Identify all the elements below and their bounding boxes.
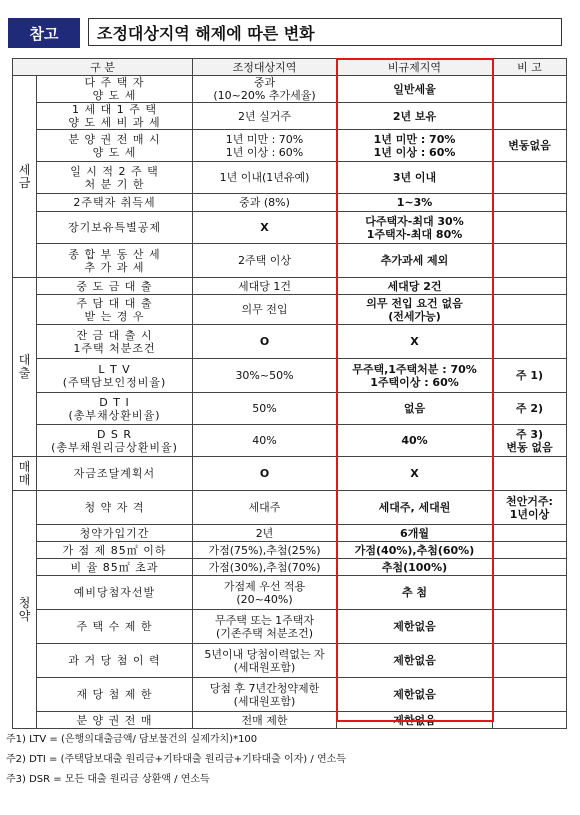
row-nonregulated: 제한없음 <box>337 644 493 678</box>
row-adjusted: 2주택 이상 <box>193 244 337 278</box>
row-adjusted: X <box>193 212 337 244</box>
row-nonregulated: 세대당 2건 <box>337 278 493 295</box>
table-row <box>13 457 567 491</box>
row-nonregulated: 무주택,1주택처분 : 70% 1주택이상 : 60% <box>337 359 493 393</box>
row-nonregulated: X <box>337 457 493 491</box>
row-item: 중 도 금 대 출 <box>37 278 193 295</box>
row-adjusted: 5년이내 당첨이력없는 자 (세대원포함) <box>193 644 337 678</box>
row-item: 1 세 대 1 주 택 양 도 세 비 과 세 <box>37 103 193 130</box>
row-adjusted: 1년 이내(1년유예) <box>193 162 337 194</box>
row-nonregulated: 추첨(100%) <box>337 559 493 576</box>
row-item: 청약가입기간 <box>37 525 193 542</box>
row-adjusted: 1년 미만 : 70% 1년 이상 : 60% <box>193 130 337 162</box>
row-adjusted: O <box>193 457 337 491</box>
col-header-category: 구 분 <box>13 59 193 76</box>
comparison-table <box>12 58 567 729</box>
table-row <box>13 295 567 325</box>
row-adjusted: 40% <box>193 425 337 457</box>
row-note <box>493 162 567 194</box>
table-header-row <box>13 59 567 76</box>
table-row <box>13 103 567 130</box>
row-item: 청 약 자 격 <box>37 491 193 525</box>
row-nonregulated: 추가과세 제외 <box>337 244 493 278</box>
row-adjusted: O <box>193 325 337 359</box>
row-note: 변동없음 <box>493 130 567 162</box>
table-row <box>13 130 567 162</box>
row-note <box>493 525 567 542</box>
row-nonregulated: 제한없음 <box>337 678 493 712</box>
row-item: 주 담 대 대 출 받 는 경 우 <box>37 295 193 325</box>
table-row <box>13 359 567 393</box>
table-row <box>13 678 567 712</box>
row-item: 예비당첨자선발 <box>37 576 193 610</box>
table-row <box>13 76 567 103</box>
row-item: 재 당 첨 제 한 <box>37 678 193 712</box>
row-note: 천안거주: 1년이상 <box>493 491 567 525</box>
row-note: 주 2) <box>493 393 567 425</box>
row-adjusted: 2년 <box>193 525 337 542</box>
row-nonregulated: 3년 이내 <box>337 162 493 194</box>
row-nonregulated: 추 첨 <box>337 576 493 610</box>
category-trade: 매 매 <box>13 457 37 491</box>
row-adjusted: 전매 제한 <box>193 712 337 729</box>
row-item: D S R (총부채원리금상환비율) <box>37 425 193 457</box>
row-nonregulated: 1년 미만 : 70% 1년 이상 : 60% <box>337 130 493 162</box>
category-subscription: 청 약 <box>13 491 37 729</box>
col-header-adjusted: 조정대상지역 <box>193 59 337 76</box>
row-item: D T I (총부채상환비율) <box>37 393 193 425</box>
table-row <box>13 425 567 457</box>
row-adjusted: 무주택 또는 1주택자 (기존주택 처분조건) <box>193 610 337 644</box>
table-row <box>13 212 567 244</box>
row-adjusted: 가점(75%),추첨(25%) <box>193 542 337 559</box>
table-row <box>13 162 567 194</box>
row-note <box>493 559 567 576</box>
table-row <box>13 610 567 644</box>
row-item: 잔 금 대 출 시 1주택 처분조건 <box>37 325 193 359</box>
row-note: 주 3) 변동 없음 <box>493 425 567 457</box>
table-row <box>13 393 567 425</box>
footnotes <box>6 730 346 790</box>
row-adjusted: 세대주 <box>193 491 337 525</box>
row-note <box>493 76 567 103</box>
footnote-ltv: 주1) LTV = (은행의대출금액/ 담보물건의 실제가치)*100 <box>6 734 258 745</box>
row-note: 주 1) <box>493 359 567 393</box>
row-note <box>493 194 567 212</box>
row-item: 분 양 권 전 매 시 양 도 세 <box>37 130 193 162</box>
row-item: 자금조달계획서 <box>37 457 193 491</box>
row-adjusted: 가점제 우선 적용 (20~40%) <box>193 576 337 610</box>
row-item: L T V (주택담보인정비율) <box>37 359 193 393</box>
row-adjusted: 당첨 후 7년간청약제한 (세대원포함) <box>193 678 337 712</box>
reference-badge: 참고 <box>8 18 80 48</box>
row-nonregulated: X <box>337 325 493 359</box>
row-adjusted: 50% <box>193 393 337 425</box>
row-item: 비 율 85㎡ 초과 <box>37 559 193 576</box>
row-adjusted: 의무 전입 <box>193 295 337 325</box>
row-adjusted: 중과 (8%) <box>193 194 337 212</box>
row-item: 가 점 제 85㎡ 이하 <box>37 542 193 559</box>
row-note <box>493 457 567 491</box>
row-note <box>493 244 567 278</box>
row-nonregulated: 제한없음 <box>337 712 493 729</box>
row-item: 2주택자 취득세 <box>37 194 193 212</box>
row-adjusted: 중과 (10~20% 추가세율) <box>193 76 337 103</box>
table-row <box>13 491 567 525</box>
table-row <box>13 542 567 559</box>
row-nonregulated: 없음 <box>337 393 493 425</box>
table-row <box>13 194 567 212</box>
row-adjusted: 세대당 1건 <box>193 278 337 295</box>
col-header-remarks: 비 고 <box>493 59 567 76</box>
table-row <box>13 712 567 729</box>
footnote-dsr: 주3) DSR = 모든 대출 원리금 상환액 / 연소득 <box>6 774 210 785</box>
row-item: 종 합 부 동 산 세 추 가 과 세 <box>37 244 193 278</box>
row-nonregulated: 다주택자-최대 30% 1주택자-최대 80% <box>337 212 493 244</box>
row-nonregulated: 제한없음 <box>337 610 493 644</box>
header <box>8 18 562 48</box>
page-title: 조정대상지역 해제에 따른 변화 <box>88 18 562 46</box>
row-nonregulated: 가점(40%),추첨(60%) <box>337 542 493 559</box>
row-note <box>493 278 567 295</box>
row-adjusted: 30%~50% <box>193 359 337 393</box>
row-note <box>493 644 567 678</box>
row-nonregulated: 1~3% <box>337 194 493 212</box>
row-note <box>493 678 567 712</box>
row-note <box>493 542 567 559</box>
row-nonregulated: 6개월 <box>337 525 493 542</box>
table-row <box>13 325 567 359</box>
category-tax: 세 금 <box>13 76 37 278</box>
row-note <box>493 295 567 325</box>
row-item: 분 양 권 전 매 <box>37 712 193 729</box>
table-row <box>13 644 567 678</box>
row-note <box>493 576 567 610</box>
footnote-dti: 주2) DTI = (주택담보대출 원리금+기타대출 원리금+기타대출 이자) / 연소득 <box>6 754 346 765</box>
row-item: 주 택 수 제 한 <box>37 610 193 644</box>
col-header-nonregulated: 비규제지역 <box>337 59 493 76</box>
row-nonregulated: 일반세율 <box>337 76 493 103</box>
row-item: 일 시 적 2 주 택 처 분 기 한 <box>37 162 193 194</box>
row-nonregulated: 의무 전입 요건 없음 (전세가능) <box>337 295 493 325</box>
row-note <box>493 712 567 729</box>
row-nonregulated: 2년 보유 <box>337 103 493 130</box>
row-note <box>493 212 567 244</box>
row-note <box>493 325 567 359</box>
row-item: 과 거 당 첨 이 력 <box>37 644 193 678</box>
row-adjusted: 가점(30%),추첨(70%) <box>193 559 337 576</box>
row-note <box>493 103 567 130</box>
table-row <box>13 525 567 542</box>
table-row <box>13 278 567 295</box>
row-item: 장기보유특별공제 <box>37 212 193 244</box>
category-loan: 대 출 <box>13 278 37 457</box>
row-item: 다 주 택 자 양 도 세 <box>37 76 193 103</box>
row-nonregulated: 40% <box>337 425 493 457</box>
table-row <box>13 244 567 278</box>
table-row <box>13 576 567 610</box>
row-note <box>493 610 567 644</box>
row-nonregulated: 세대주, 세대원 <box>337 491 493 525</box>
table-row <box>13 559 567 576</box>
row-adjusted: 2년 실거주 <box>193 103 337 130</box>
